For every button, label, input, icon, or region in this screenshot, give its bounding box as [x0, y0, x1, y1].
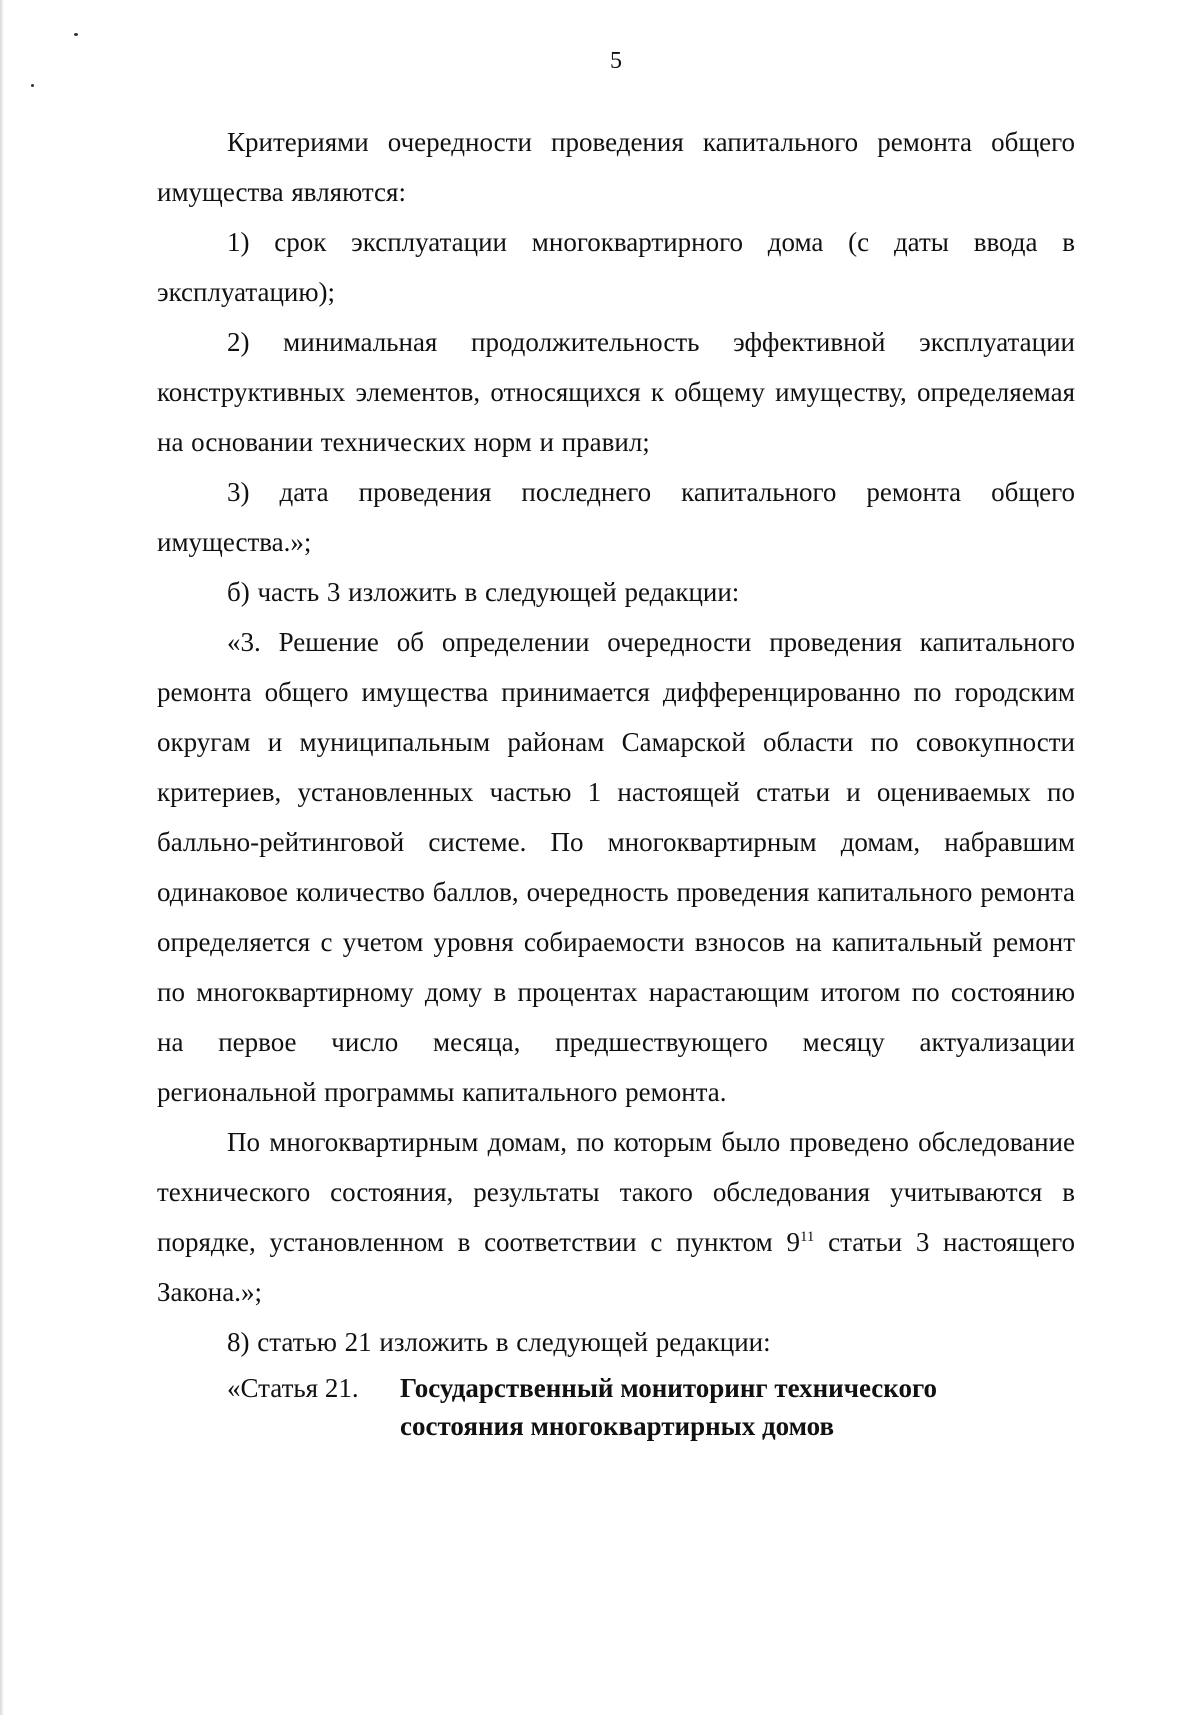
paragraph-part-3-text: «3. Решение об определении очередности проведения капитального ремонта общего имущества принимается дифференцированно по городским округам и муниципальным районам Самарской области по совокупности критериев, установленных частью 1 настоящей статьи и оцениваемых по балльно-рейтинговой системе. По многоквартирным домам, набравшим одинаковое количество баллов, очередность проведения капитального ремонта определяется с учетом уровня собираемости взносов на капитальный ремонт по многоквартирному дому в процентах нарастающим итогом по состоянию на первое число месяца, предшествующего месяцу актуализации региональной программы капитального ремонта.: [157, 627, 1075, 1107]
scan-edge-shadow: [0, 0, 4, 1715]
paragraph-criterion-3: 3) дата проведения последнего капитального ремонта общего имущества.»;: [157, 477, 1075, 557]
paragraph-survey-results: [157, 1117, 1075, 1317]
paragraph-criteria-intro: Критериями очередности проведения капитального ремонта общего имущества являются:: [157, 127, 1075, 207]
scan-speck: [31, 84, 34, 87]
page-number: 5: [610, 48, 622, 74]
survey-text-after: статьи 3 настоящего Закона.»;: [157, 1227, 1075, 1307]
paragraph-criterion-2: 2) минимальная продолжительность эффективной эксплуатации конструктивных элементов, относящихся к общему имуществу, определяемая на основании технических норм и правил;: [157, 327, 1075, 457]
article-title: Государственный мониторинг технического состояния многоквартирных домов: [400, 1373, 938, 1441]
article-heading: [227, 1369, 1075, 1445]
paragraph-part-3-instruction: б) часть 3 изложить в следующей редакции:: [227, 577, 740, 607]
scan-speck: [74, 33, 78, 36]
survey-text-before: По многоквартирным домам, по которым было проведено обследование технического состояния, результаты такого обследования учитываются в порядке, установленном в соответствии с пунктом 9: [157, 1127, 1075, 1257]
document-body: [157, 117, 1075, 1445]
article-label: «Статья 21.: [227, 1373, 359, 1403]
paragraph-article-21-instruction: 8) статью 21 изложить в следующей редакции:: [227, 1327, 771, 1357]
paragraph-criterion-1: 1) срок эксплуатации многоквартирного дома (с даты ввода в эксплуатацию);: [157, 227, 1075, 307]
superscript-reference: 11: [799, 1229, 815, 1245]
